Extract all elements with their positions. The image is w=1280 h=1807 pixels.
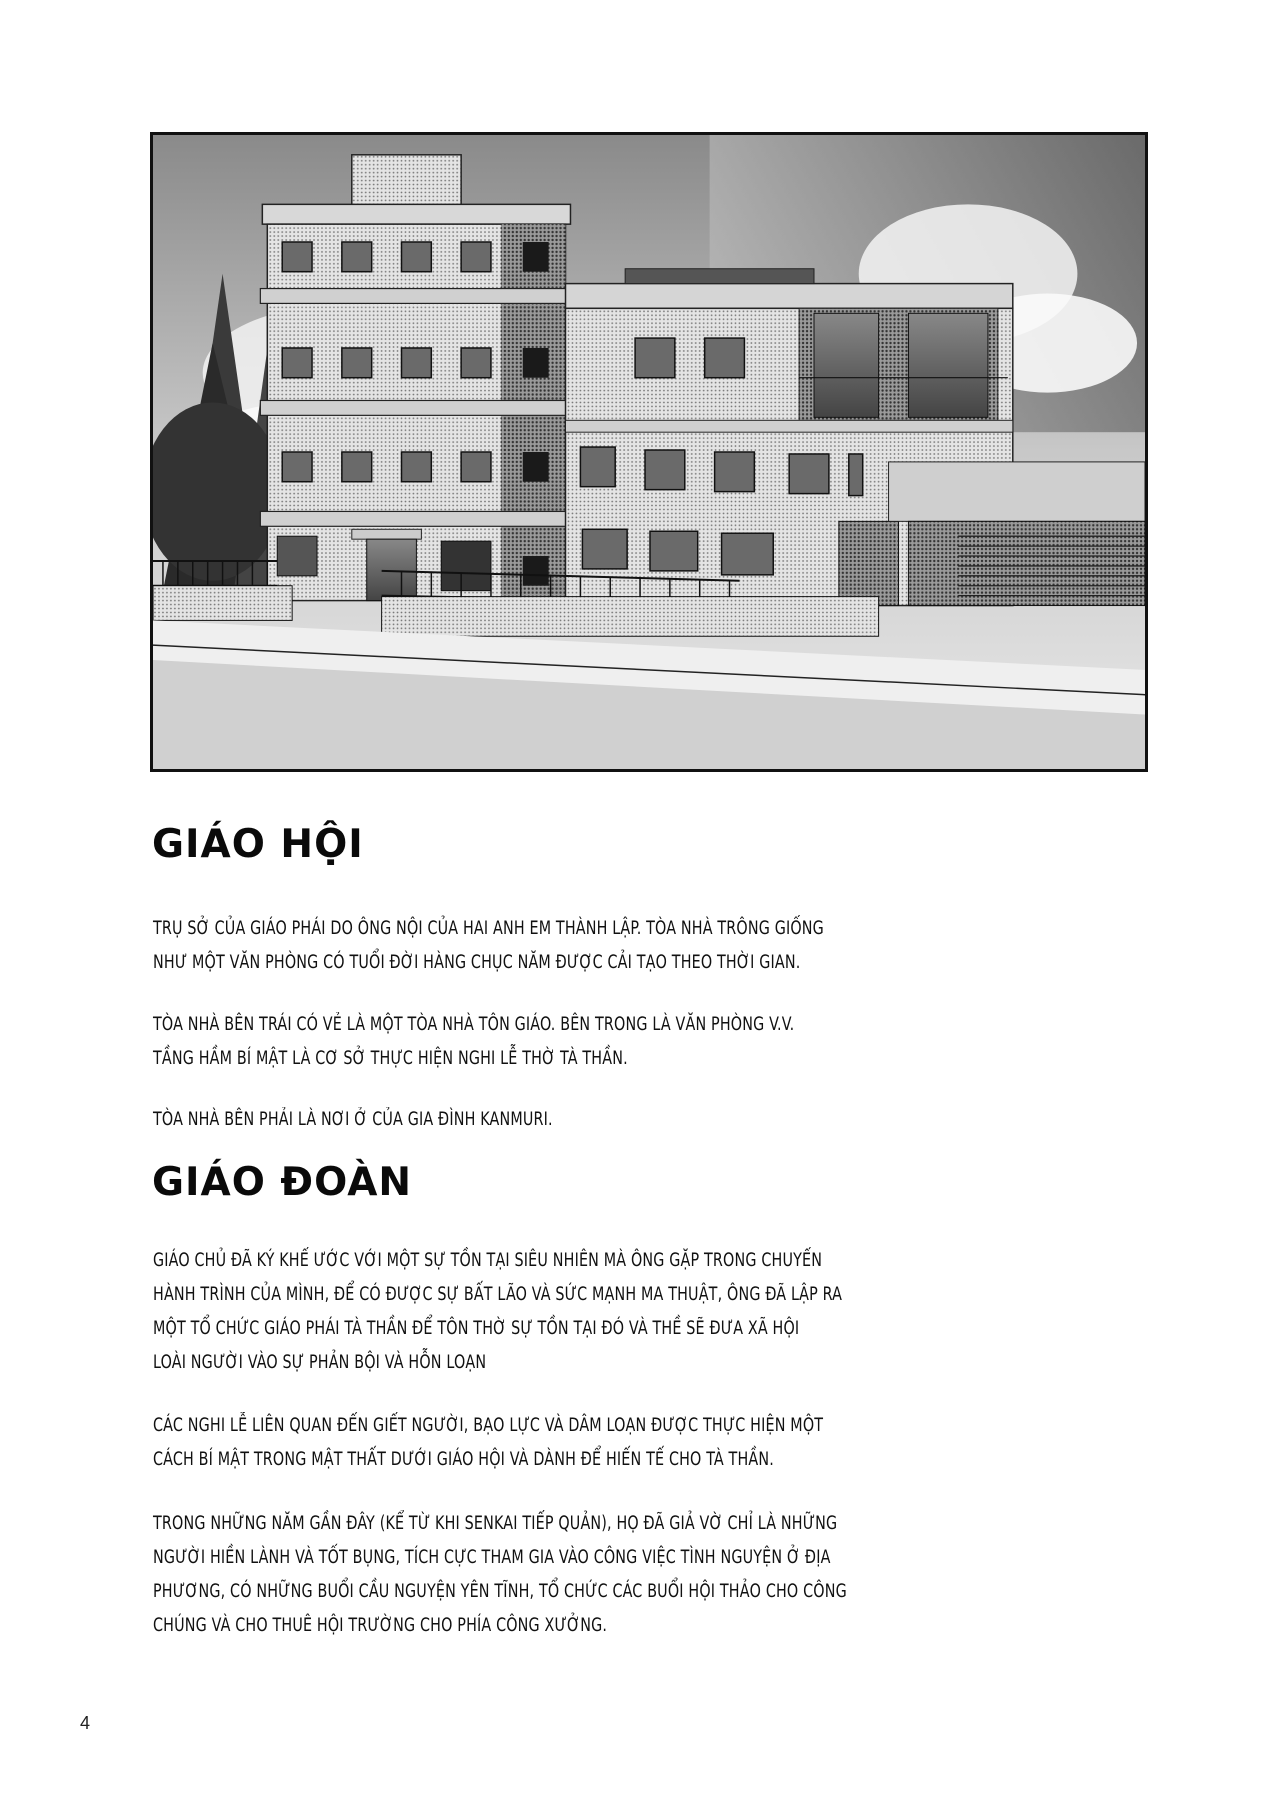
section-2-paragraph-3 <box>153 1507 1159 1643</box>
text-line: HÀNH TRÌNH CỦA MÌNH, ĐỂ CÓ ĐƯỢC SỰ BẤT LÃO VÀ SỨC MẠNH MA THUẬT, ÔNG ĐÃ LẬP RA <box>153 1284 843 1305</box>
text-line: NGƯỜI HIỀN LÀNH VÀ TỐT BỤNG, TÍCH CỰC THAM GIA VÀO CÔNG VIỆC TÌNH NGUYỆN Ở ĐỊA <box>153 1547 831 1568</box>
text-line: MỘT TỔ CHỨC GIÁO PHÁI TÀ THẦN ĐỂ TÔN THỜ SỰ TỒN TẠI ĐÓ VÀ THỀ SẼ ĐƯA XÃ HỘI <box>153 1318 800 1339</box>
section-heading-giao-doan: GIÁO ĐOÀN <box>152 1160 413 1205</box>
text-line: NHƯ MỘT VĂN PHÒNG CÓ TUỔI ĐỜI HÀNG CHỤC NĂM ĐƯỢC CẢI TẠO THEO THỜI GIAN. <box>153 952 801 973</box>
text-line: LOÀI NGƯỜI VÀO SỰ PHẢN BỘI VÀ HỖN LOẠN <box>153 1352 487 1373</box>
text-line: TRONG NHỮNG NĂM GẦN ĐÂY (KỂ TỪ KHI SENKAI TIẾP QUẢN), HỌ ĐÃ GIẢ VỜ CHỈ LÀ NHỮNG <box>153 1513 838 1534</box>
text-line: TÒA NHÀ BÊN PHẢI LÀ NƠI Ở CỦA GIA ĐÌNH KANMURI. <box>153 1109 553 1130</box>
section-1-paragraph-2 <box>153 1008 1159 1076</box>
text-line: PHƯƠNG, CÓ NHỮNG BUỔI CẦU NGUYỆN YÊN TĨNH, TỔ CHỨC CÁC BUỔI HỘI THẢO CHO CÔNG <box>153 1581 847 1602</box>
page-number: 4 <box>80 1713 91 1733</box>
building-illustration <box>150 132 1148 772</box>
text-line: CHÚNG VÀ CHO THUÊ HỘI TRƯỜNG CHO PHÍA CÔNG XƯỞNG. <box>153 1615 608 1636</box>
section-1-paragraph-1 <box>153 912 1159 980</box>
text-line: CÁC NGHI LỄ LIÊN QUAN ĐẾN GIẾT NGƯỜI, BẠO LỰC VÀ DÂM LOẠN ĐƯỢC THỰC HIỆN MỘT <box>153 1415 824 1436</box>
text-line: CÁCH BÍ MẬT TRONG MẬT THẤT DƯỚI GIÁO HỘI VÀ DÀNH ĐỂ HIẾN TẾ CHO TÀ THẦN. <box>153 1449 774 1470</box>
section-1-paragraph-3 <box>153 1103 1159 1137</box>
text-line: TẦNG HẦM BÍ MẬT LÀ CƠ SỞ THỰC HIỆN NGHI LỄ THỜ TÀ THẦN. <box>153 1048 628 1069</box>
section-heading-giao-hoi: GIÁO HỘI <box>152 822 364 867</box>
text-line: TÒA NHÀ BÊN TRÁI CÓ VẺ LÀ MỘT TÒA NHÀ TÔN GIÁO. BÊN TRONG LÀ VĂN PHÒNG V.V. <box>153 1014 795 1035</box>
section-2-paragraph-2 <box>153 1409 1159 1477</box>
text-line: GIÁO CHỦ ĐÃ KÝ KHẾ ƯỚC VỚI MỘT SỰ TỒN TẠI SIÊU NHIÊN MÀ ÔNG GẶP TRONG CHUYẾN <box>153 1250 823 1271</box>
section-2-paragraph-1 <box>153 1244 1159 1380</box>
text-line: TRỤ SỞ CỦA GIÁO PHÁI DO ÔNG NỘI CỦA HAI ANH EM THÀNH LẬP. TÒA NHÀ TRÔNG GIỐNG <box>153 918 824 939</box>
